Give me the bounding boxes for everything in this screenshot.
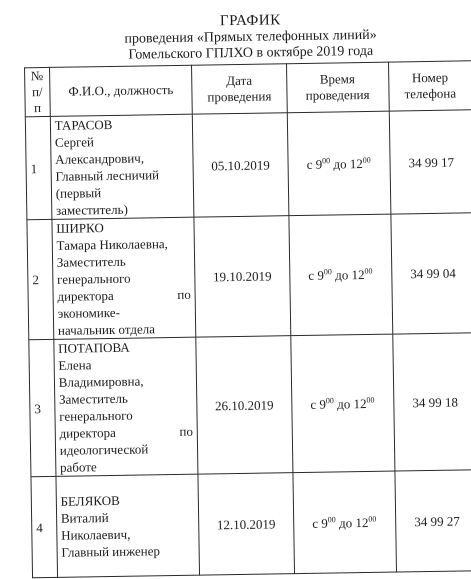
person-line: Владимировна, (58, 373, 144, 390)
person-surname: ШИРКО (56, 220, 104, 236)
time-cell: с $9^{00}$ до $12^{00}$ (287, 111, 391, 216)
person-line: Главный лесничий (55, 167, 160, 184)
person-cell (54, 337, 199, 476)
person-line: экономике- (57, 304, 120, 321)
person-line: директора по (59, 423, 194, 441)
person-surname: БЕЛЯКОВ (60, 492, 120, 509)
row-number: 2 (27, 219, 54, 339)
person-surname: ТАРАСОВ (54, 116, 113, 133)
person-line: Виталий (60, 510, 109, 526)
col-header-person: Ф.И.О., должность (49, 65, 192, 116)
date-cell: 26.10.2019 (196, 336, 293, 474)
time-cell: с $9^{00}$ до $12^{00}$ (289, 214, 393, 336)
person-line: Тамара Николаевна, (56, 236, 168, 253)
phone-cell: 34 99 27 (394, 470, 471, 572)
person-line: (первый (55, 185, 102, 201)
col-header-time: Время проведения (286, 62, 389, 113)
person-line: Николаевич, (61, 526, 131, 543)
time-cell: с $9^{00}$ до $12^{00}$ (290, 334, 394, 473)
table-row (25, 110, 471, 220)
person-line: Елена (58, 357, 92, 373)
row-number: 3 (29, 339, 56, 476)
person-cell (56, 474, 200, 577)
schedule-table (24, 60, 471, 578)
table-row (29, 333, 471, 477)
col-header-phone: Номер телефона (388, 61, 471, 111)
table-row (31, 470, 471, 578)
person-line: заместитель) (55, 201, 128, 218)
row-number: 4 (31, 476, 57, 577)
document-title: ГРАФИК (219, 12, 281, 30)
person-line: директора по (57, 286, 191, 304)
col-header-date: Дата проведения (192, 64, 287, 114)
row-number: 1 (25, 116, 51, 219)
person-cell (50, 114, 194, 219)
table-row (27, 213, 471, 340)
date-cell: 19.10.2019 (194, 216, 290, 337)
date-cell: 12.10.2019 (198, 473, 294, 575)
table-header-row (25, 61, 471, 117)
person-line: Главный инженер (61, 543, 161, 560)
date-cell: 05.10.2019 (192, 113, 288, 217)
person-cell (52, 217, 196, 339)
person-line: начальник отдела (57, 321, 156, 338)
person-line: Сергей (54, 134, 95, 150)
document-subtitle: проведения «Прямых телефонных линий» (124, 27, 377, 47)
col-header-number: № п/п (25, 67, 51, 116)
person-line: Заместитель (58, 390, 129, 407)
person-surname: ПОТАПОВА (58, 339, 130, 356)
phone-cell: 34 99 04 (390, 213, 471, 334)
person-line: идеологической (59, 441, 149, 458)
time-cell: с $9^{00}$ до $12^{00}$ (293, 471, 397, 574)
document-org-line: Гомельского ГПЛХО в октябре 2019 года (128, 43, 374, 63)
person-line: работе (59, 459, 97, 475)
person-line: Заместитель (56, 253, 126, 270)
phone-cell: 34 99 18 (392, 333, 471, 471)
person-line: генерального (56, 270, 131, 287)
person-line: генерального (59, 407, 133, 424)
person-line: Александрович, (55, 150, 145, 167)
phone-cell: 34 99 17 (389, 110, 471, 214)
